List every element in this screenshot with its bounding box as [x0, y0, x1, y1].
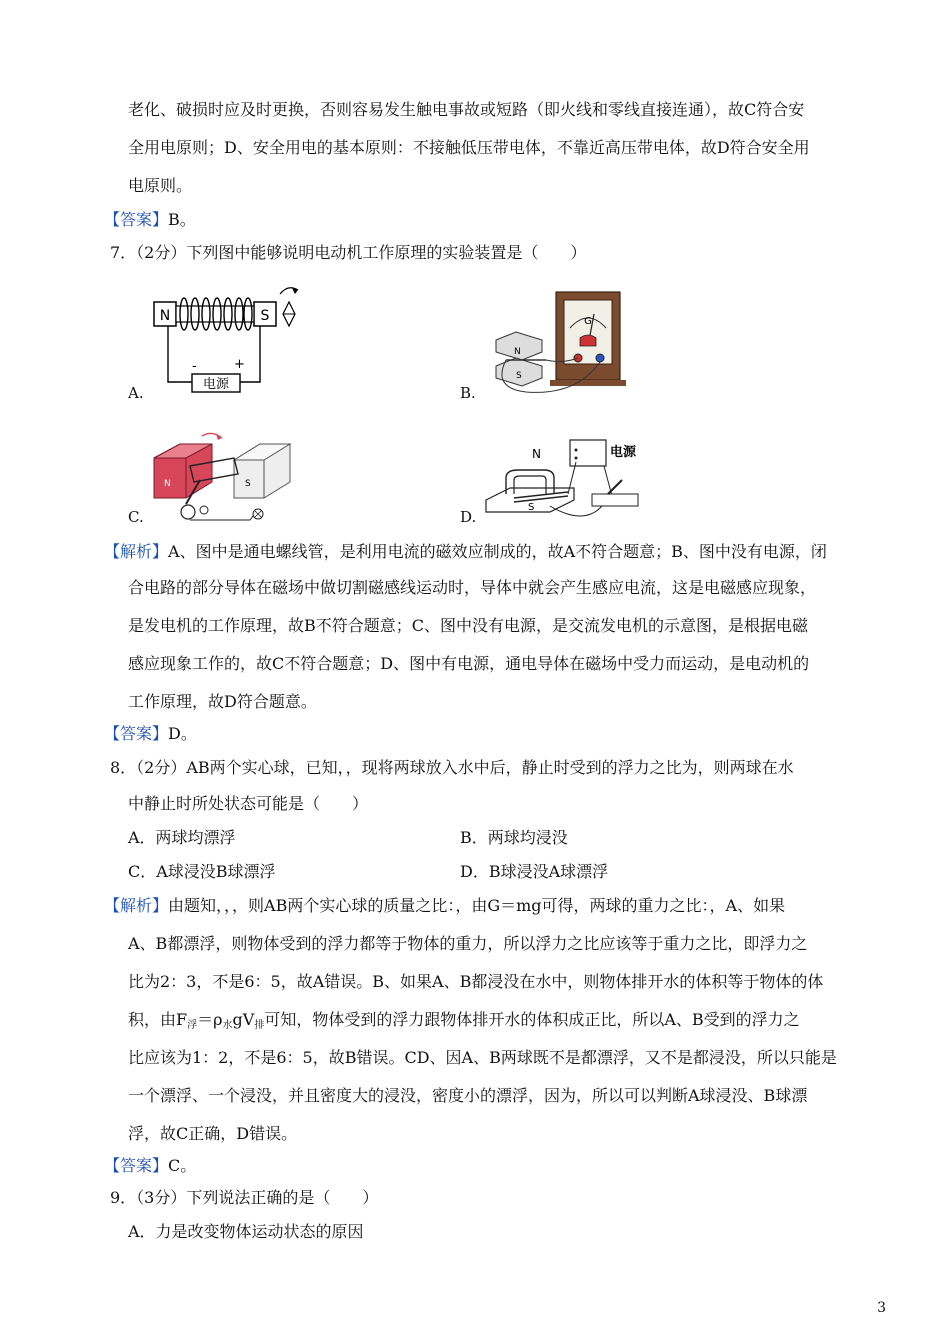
pole-s-label: S — [516, 371, 522, 381]
answer-tag: 【答案】 — [104, 1156, 169, 1175]
question-8: 8．（2分）AB两个实心球，已知，，现将两球放入水中后，静止时受到的浮力之比为，则两球在水 — [110, 758, 794, 777]
answer-line — [104, 1156, 196, 1176]
text-line: 工作原理，故D符合题意。 — [128, 692, 317, 711]
text-line: 老化、破损时应及时更换，否则容易发生触电事故或短路（即火线和零线直接连通），故C符合安 — [128, 100, 805, 119]
text-line: 比应该为1：2，不是6：5，故B错误。CD、因A、B两球既不是都漂浮，又不是都浸没，所以只能是 — [128, 1048, 837, 1067]
option-a: A．力是改变物体运动状态的原因 — [128, 1222, 364, 1241]
option-d: D．B球浸没A球漂浮 — [460, 862, 609, 881]
explanation-line — [104, 896, 785, 916]
pole-n-label: N — [159, 308, 171, 324]
text-line: 感应现象工作的，故C不符合题意；D、图中有电源，通电导体在磁场中受力而运动，是电动机的 — [128, 654, 810, 673]
figure-d-motor — [484, 436, 644, 528]
answer-tag: 【答案】 — [104, 210, 169, 229]
subscript: 浮 — [187, 1020, 198, 1031]
text-line: 浮，故C正确，D错误。 — [128, 1124, 298, 1143]
pole-n-label: N — [164, 479, 171, 489]
question-7: 7．（2分）下列图中能够说明电动机工作原理的实验装置是（ ） — [110, 243, 587, 262]
figure-b-galvanometer — [486, 288, 636, 400]
answer-line — [104, 724, 197, 744]
subscript: 水 — [222, 1020, 233, 1031]
power-label: 电源 — [610, 445, 637, 460]
text-span: 积，由F — [128, 1010, 188, 1029]
option-b: B．两球均浸没 — [460, 828, 568, 847]
text-line: 电原则。 — [128, 176, 193, 195]
answer-value: B。 — [168, 210, 196, 229]
option-c: C．A球浸没B球漂浮 — [128, 862, 276, 881]
plus-label: + — [234, 357, 245, 372]
pole-s-label: S — [245, 479, 251, 489]
option-label-c: C. — [128, 508, 144, 526]
pole-s-label: S — [528, 502, 535, 513]
page-number: 3 — [877, 1300, 886, 1316]
explanation-tag: 【解析】 — [104, 896, 169, 915]
text-line: 比为2：3，不是6：5，故A错误。B、如果A、B都浸没在水中，则物体排开水的体积等于物体的体 — [128, 972, 824, 991]
power-label: 电源 — [202, 377, 230, 392]
text-span: 可知，物体受到的浮力跟物体排开水的体积成正比，所以A、B受到的浮力之 — [264, 1010, 800, 1029]
meter-label: G — [584, 316, 592, 327]
text-span: ＝ρ — [197, 1010, 223, 1029]
text-line: 是发电机的工作原理，故B不符合题意；C、图中没有电源，是交流发电机的示意图，是根据电磁 — [128, 616, 809, 635]
subscript: 排 — [254, 1020, 265, 1031]
figure-a-solenoid — [148, 278, 308, 398]
option-label-d: D. — [460, 508, 477, 526]
text-line: 全用电原则；D、安全用电的基本原则：不接触低压带电体，不靠近高压带电体，故D符合安全用 — [128, 138, 810, 157]
option-label-b: B. — [460, 384, 476, 402]
option-label-a: A. — [128, 384, 144, 402]
answer-line — [104, 210, 196, 230]
text-line — [128, 1010, 800, 1036]
explanation-text: 由题知，，，则AB两个实心球的质量之比：，由G＝mg可得，两球的重力之比：，A、如果 — [168, 896, 786, 915]
pole-n-label: N — [532, 447, 541, 461]
explanation-tag: 【解析】 — [104, 542, 169, 561]
text-line: 一个漂浮、一个浸没，并且密度大的浸没，密度小的漂浮，因为，所以可以判断A球浸没、B球漂 — [128, 1086, 808, 1105]
explanation-line — [104, 542, 827, 562]
answer-value: D。 — [168, 724, 197, 743]
text-span: gV — [232, 1010, 255, 1029]
text-line: 合电路的部分导体在磁场中做切割磁感线运动时，导体中就会产生感应电流，这是电磁感应现象， — [128, 578, 817, 597]
explanation-text: A、图中是通电螺线管，是利用电流的磁效应制成的，故A不符合题意；B、图中没有电源，闭 — [168, 542, 827, 561]
option-a: A．两球均漂浮 — [128, 828, 236, 847]
minus-label: - — [192, 359, 197, 374]
answer-value: C。 — [168, 1156, 197, 1175]
answer-tag: 【答案】 — [104, 724, 169, 743]
pole-s-label: S — [260, 308, 270, 324]
figure-c-generator — [150, 430, 300, 530]
text-line: 中静止时所处状态可能是（ ） — [128, 794, 369, 813]
question-9: 9．（3分）下列说法正确的是（ ） — [110, 1188, 379, 1207]
pole-n-label: N — [514, 347, 521, 357]
text-line: A、B都漂浮，则物体受到的浮力都等于物体的重力，所以浮力之比应该等于重力之比，即浮力之 — [128, 934, 808, 953]
